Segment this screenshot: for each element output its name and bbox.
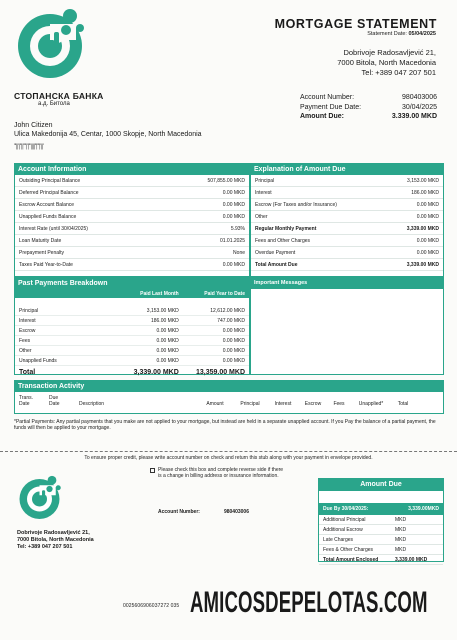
explanation-row [251,199,443,211]
stub-instruction: To ensure proper credit, please write account number on check and return this stub along with your payment in envelope provided. [84,455,373,461]
stub-account [158,509,249,515]
past-payment-row [15,316,249,326]
stub-address-line2: 7000 Bitola, North Macedonia [17,537,94,543]
stub-logo-icon [17,473,62,525]
total-year-to-date: 13,359.00 MKD [195,368,245,376]
explanation-label: Escrow (For Taxes and/or Insurance) [255,201,337,208]
explanation-value: 3,339.00 MKD [406,261,439,268]
stub-address-line1: Dobrivoje Radosavljević 21, [17,530,90,536]
transaction-activity-title: Transaction Activity [15,381,443,392]
account-info-value: 507,855.00 MKD [207,177,245,184]
explanation-label: Interest [255,189,272,196]
account-number-row [300,93,437,103]
stub-amount-label: Additional Escrow [323,526,363,533]
account-information-panel [14,163,250,277]
stub-amount-rows [319,515,443,565]
bank-subtitle: а.д. Битола [38,101,70,107]
explanation-panel [250,163,444,277]
past-payments-columns [15,289,249,298]
payment-due-value: 30/04/2025 [401,103,437,111]
account-info-row [15,223,249,235]
stub-amount-value: MKD [395,526,407,533]
past-payment-row [15,306,249,316]
bank-address [337,48,436,78]
explanation-value: 3,339.00 MKD [406,225,439,232]
stub-amount-row [319,515,443,525]
customer-name: John Citizen [14,122,53,129]
stub-amount-value: MKD [395,516,407,523]
transaction-column-header: Fees [333,401,345,407]
account-info-label: Outsiding Principal Balance [19,177,81,184]
account-info-value: 5.93% [230,225,245,232]
customer-mail-code: '''||'|''||''''|'|'''||||''|'''|'||' [14,144,44,150]
stub-amount-value: MKD [395,546,407,553]
payment-due-row [300,103,437,113]
account-info-value: None [233,249,245,256]
customer-address: Ulica Makedonija 45, Centar, 1000 Skopje, North Macedonia [14,131,202,138]
customer-block [14,121,202,139]
explanation-row [251,235,443,247]
stub-amount-due-title: Amount Due [319,479,443,491]
account-info-label: Escrow Account Balance [19,201,75,208]
explanation-value: 0.00 MKD [416,249,439,256]
transaction-column-header: Description [79,401,105,407]
bank-name: СТОПАНСКА БАНКА [14,91,104,101]
stub-amount-label: Fees & Other Charges [323,546,374,553]
account-number-value: 980403006 [401,94,437,101]
statement-title: MORTGAGE STATEMENT [274,17,437,31]
stub-amount-row [319,525,443,535]
stub-address [17,530,94,551]
stub-check-line1: Please check this box and complete reverse side if there [158,467,284,473]
account-info-value: 01.01.2025 [219,237,245,244]
account-info-label: Unapplied Funds Balance [19,213,77,220]
past-payment-c1: 3,153.00 MKD [146,307,179,314]
stub-amount-value: MKD [395,536,407,543]
transaction-column-header: Unapplied* [358,401,384,407]
stub-account-label: Account Number: [158,509,200,515]
transaction-column-header: Due Date [49,395,60,407]
stub-amount-row [319,545,443,555]
transaction-column-header: Principal [240,401,260,407]
account-info-row [15,175,249,187]
partial-payments-note: *Partial Payments: Any partial payments that you make are not applied to your mortgage, but instead are held in a separate unapplied account. If you Pay the balance of a partial payment, the funds will then be applied to your mortgage. [14,419,436,431]
stub-amount-label: Total Amount Enclosed [323,556,379,563]
amount-due-label: Amount Due: [300,113,344,120]
stub-amount-row [319,535,443,545]
stub-amount-value: 3,339.00 MKD [395,556,428,563]
stub-amount-label: Additional Principal [323,516,366,523]
stub-account-value: 980403006 [223,509,249,515]
past-payment-c1: 0.00 MKD [156,347,179,354]
past-payment-c2: 747.00 MKD [217,317,245,324]
total-last-month: 3,339.00 MKD [133,368,179,376]
past-payment-label: Escrow [19,327,36,334]
explanation-rows [251,175,443,271]
explanation-label: Total Amount Due [255,261,298,268]
explanation-label: Other [255,213,268,220]
account-info-value: 0.00 MKD [222,189,245,196]
explanation-label: Fees and Other Charges [255,237,311,244]
past-payment-c2: 0.00 MKD [222,337,245,344]
important-messages-title: Important Messages [251,278,443,289]
explanation-row [251,259,443,271]
stub-phone: Tel: +389 047 207 501 [17,544,73,550]
stub-due-by-value: 3,339.00MKD [408,506,439,512]
important-messages-panel [250,277,444,375]
explanation-row [251,247,443,259]
amount-due-row [300,112,437,122]
account-info-row [15,187,249,199]
account-info-label: Loan Maturity Date [19,237,62,244]
past-payment-label: Fees [19,337,31,344]
past-payments-rows [15,306,249,366]
explanation-label: Overdue Payment [255,249,296,256]
stub-due-by-label: Due By 30/04/2025: [323,506,369,512]
transaction-column-header: Amount [206,401,224,407]
account-information-rows [15,175,249,271]
account-info-value: 0.00 MKD [222,213,245,220]
past-payment-c1: 0.00 MKD [156,327,179,334]
stub-check-line2: is a change in billing address or insurance information. [158,473,279,479]
account-info-label: Interest Rate (until 30/04/2025) [19,225,88,232]
account-number-label: Account Number: [300,94,355,101]
watermark-text: AMICOSDEPELOTAS.COM [190,586,428,619]
transaction-column-header: Interest [274,401,292,407]
bank-logo-icon [14,6,86,86]
past-payments-title: Past Payments Breakdown [15,278,249,289]
explanation-row [251,187,443,199]
stub-amount-row [319,555,443,565]
account-info-row [15,199,249,211]
account-info-value: 0.00 MKD [222,201,245,208]
account-info-label: Taxes Paid Year-to-Date [19,261,73,268]
transaction-column-header: Escrow [304,401,322,407]
statement-date [367,31,436,37]
account-information-title: Account Information [15,164,249,175]
stub-due-by-row [319,503,443,515]
account-info-row [15,211,249,223]
past-payment-c2: 0.00 MKD [222,357,245,364]
tear-line [0,451,457,452]
explanation-label: Principal [255,177,275,184]
past-payment-c1: 0.00 MKD [156,357,179,364]
total-label: Total [19,368,36,376]
account-info-label: Prepayment Penalty [19,249,65,256]
past-payment-c2: 12,612.00 MKD [210,307,245,314]
account-info-label: Deferred Principal Balance [19,189,79,196]
past-payment-label: Interest [19,317,36,324]
explanation-value: 0.00 MKD [416,213,439,220]
col-paid-year-to-date: Paid Year to Date [204,290,245,297]
past-payment-row [15,356,249,366]
stub-amount-label: Late Charges [323,536,354,543]
past-payment-c1: 0.00 MKD [156,337,179,344]
bank-phone: Tel: +389 047 207 501 [361,68,436,77]
past-payments-panel [14,277,250,375]
past-payment-label: Unapplied Funds [19,357,57,364]
explanation-value: 0.00 MKD [416,201,439,208]
account-info-row [15,247,249,259]
transaction-columns [15,392,443,410]
stub-amount-due-panel [318,478,444,562]
explanation-row [251,223,443,235]
statement-date-value: 05/04/2025 [408,31,436,37]
past-payment-label: Principal [19,307,39,314]
col-paid-last-month: Paid Last Month [140,290,179,297]
stub-check-text [158,467,283,479]
statement-date-label: Statement Date: [367,31,407,37]
past-payment-c2: 0.00 MKD [222,327,245,334]
explanation-title: Explanation of Amount Due [251,164,443,175]
explanation-value: 3,153.00 MKD [407,177,439,184]
amount-due-value: 3.339.00 MKD [391,113,437,120]
explanation-value: 186.00 MKD [411,189,439,196]
account-summary [300,93,437,122]
transaction-activity-panel [14,380,444,414]
account-info-row [15,235,249,247]
stub-barcode-number: 0025606906037272 035 [123,603,180,609]
past-payment-c2: 0.00 MKD [222,347,245,354]
address-line1: Dobrivoje Radosavljević 21, [343,48,436,57]
past-payment-row [15,336,249,346]
explanation-label: Regular Monthly Payment [255,225,317,232]
past-payments-total-row [15,366,249,378]
address-line2: 7000 Bitola, North Macedonia [337,58,436,67]
past-payment-row [15,326,249,336]
explanation-row [251,175,443,187]
payment-due-label: Payment Due Date: [300,103,362,111]
past-payment-label: Other [19,347,32,354]
address-change-checkbox[interactable] [150,468,155,473]
explanation-value: 0.00 MKD [416,237,439,244]
past-payment-c1: 186.00 MKD [150,317,179,324]
transaction-column-header: Trans. Date [19,395,33,407]
explanation-row [251,211,443,223]
account-info-row [15,259,249,271]
transaction-column-header: Total [397,401,409,407]
past-payment-row [15,346,249,356]
account-info-value: 0.00 MKD [222,261,245,268]
